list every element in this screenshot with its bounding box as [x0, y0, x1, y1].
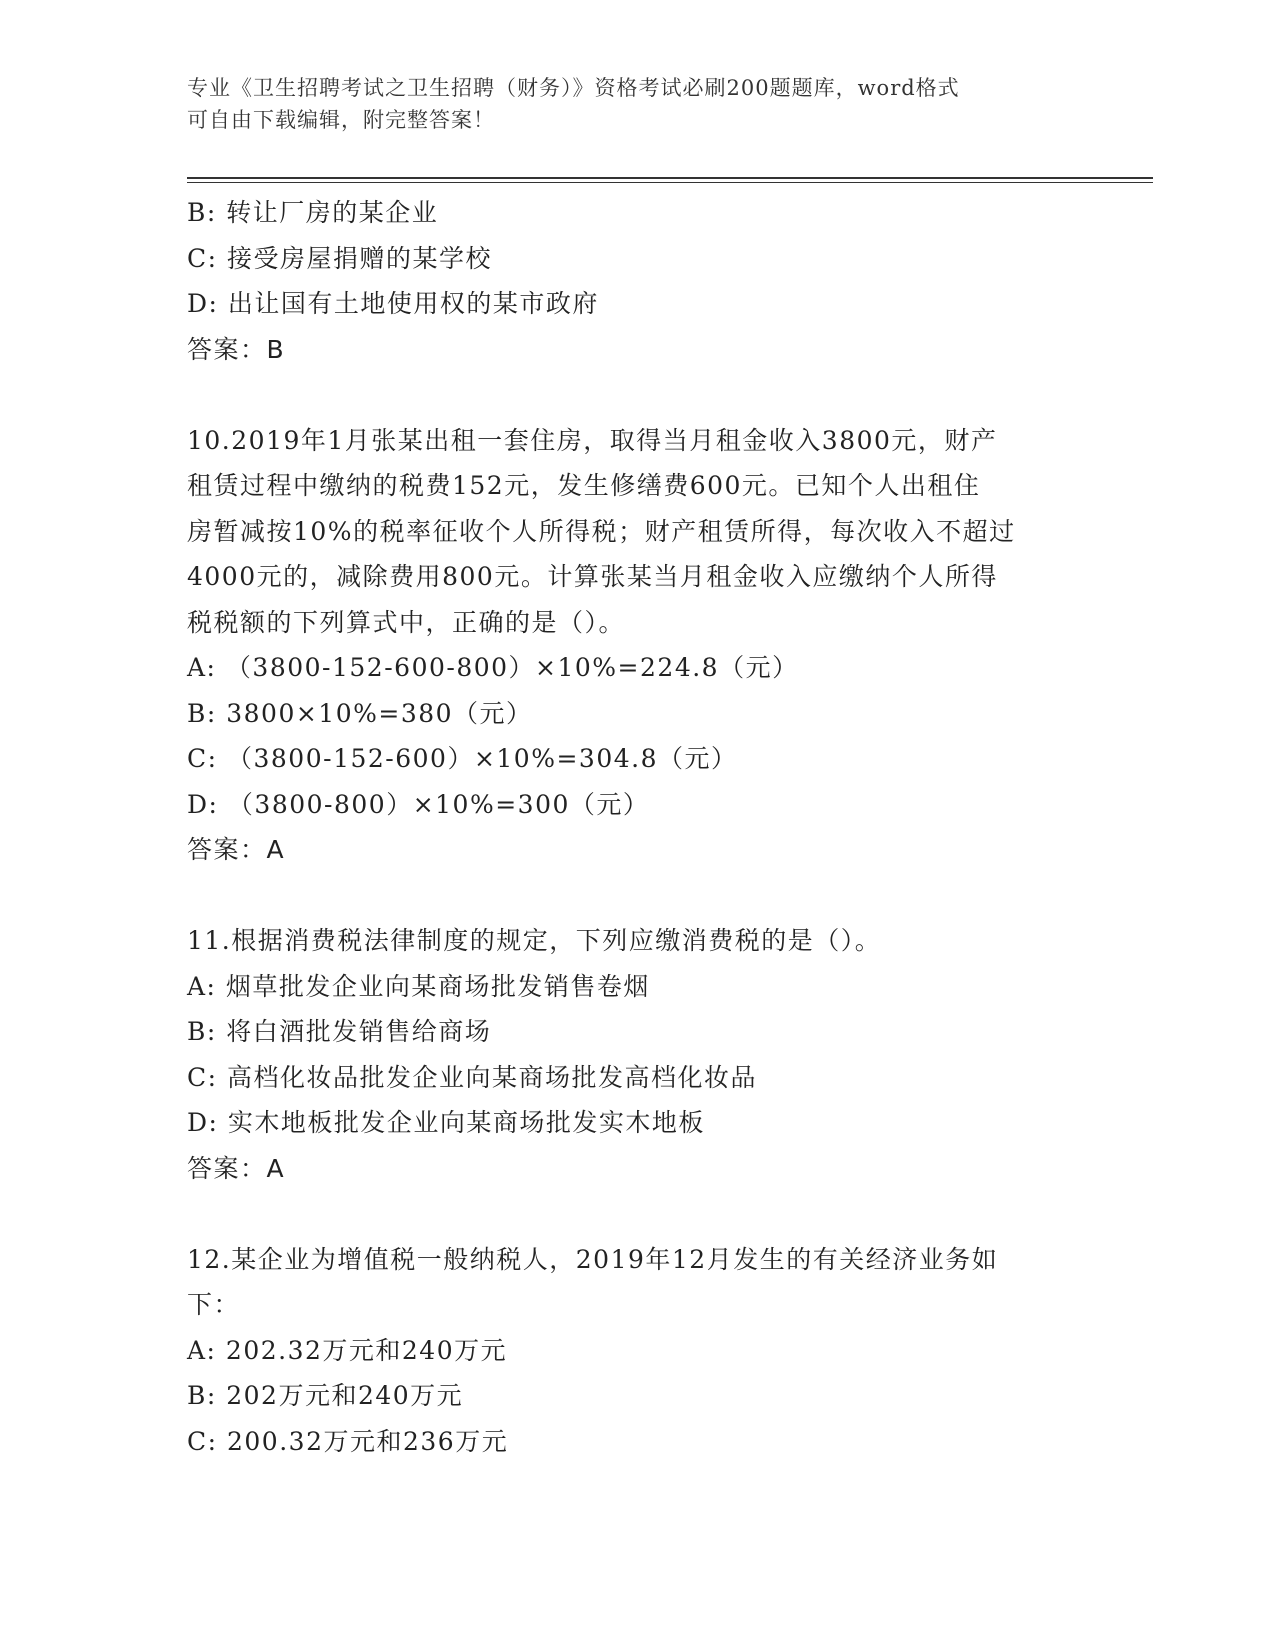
question-block-prev [187, 190, 1087, 372]
question-text-line: 4000元的，减除费用800元。计算张某当月租金收入应缴纳个人所得 [187, 562, 998, 591]
spacer [187, 372, 1087, 418]
question-text-line: 税税额的下列算式中，正确的是（）。 [187, 607, 626, 637]
header-line-2: 可自由下载编辑，附完整答案！ [187, 108, 495, 132]
option-d: D: 出让国有土地使用权的某市政府 [187, 289, 599, 318]
option-b: B: 202万元和240万元 [187, 1381, 464, 1410]
option-c: C: 接受房屋捐赠的某学校 [187, 243, 492, 273]
question-block-10 [187, 418, 1087, 873]
question-block-12 [187, 1237, 1087, 1465]
header-rule-thin [187, 182, 1153, 183]
question-text-line: 下： [187, 1290, 241, 1319]
question-text-line: 10.2019年1月张某出租一套住房，取得当月租金收入3800元，财产 [187, 425, 998, 455]
option-c: C: 200.32万元和236万元 [187, 1426, 509, 1456]
spacer [187, 1191, 1087, 1237]
answer: 答案：B [187, 334, 286, 364]
question-text-line: 房暂减按10%的税率征收个人所得税；财产租赁所得，每次收入不超过 [187, 516, 1016, 546]
option-d: D: （3800-800）×10%=300（元） [187, 789, 650, 819]
option-c: C: 高档化妆品批发企业向某商场批发高档化妆品 [187, 1062, 757, 1092]
option-a: A: 烟草批发企业向某商场批发销售卷烟 [187, 971, 650, 1001]
answer: 答案：A [187, 835, 286, 864]
option-b: B: 3800×10%=380（元） [187, 698, 533, 728]
document-header [187, 72, 1087, 136]
option-a: A: 202.32万元和240万元 [187, 1335, 508, 1365]
spacer [187, 873, 1087, 919]
option-b: B: 将白酒批发销售给商场 [187, 1017, 492, 1046]
option-c: C: （3800-152-600）×10%=304.8（元） [187, 744, 738, 773]
header-line-1: 专业《卫生招聘考试之卫生招聘（财务）》资格考试必刷200题题库，word格式 [187, 76, 960, 100]
document-body [187, 190, 1087, 1464]
question-text-line: 11.根据消费税法律制度的规定，下列应缴消费税的是（）。 [187, 926, 882, 955]
header-rule-thick [187, 177, 1153, 179]
option-a: A: （3800-152-600-800）×10%=224.8（元） [187, 653, 799, 682]
question-text-line: 12.某企业为增值税一般纳税人，2019年12月发生的有关经济业务如 [187, 1244, 999, 1274]
answer: 答案：A [187, 1153, 286, 1183]
question-text-line: 租赁过程中缴纳的税费152元，发生修缮费600元。已知个人出租住 [187, 471, 981, 500]
option-b: B: 转让厂房的某企业 [187, 198, 439, 227]
option-d: D: 实木地板批发企业向某商场批发实木地板 [187, 1108, 705, 1137]
question-block-11 [187, 918, 1087, 1191]
